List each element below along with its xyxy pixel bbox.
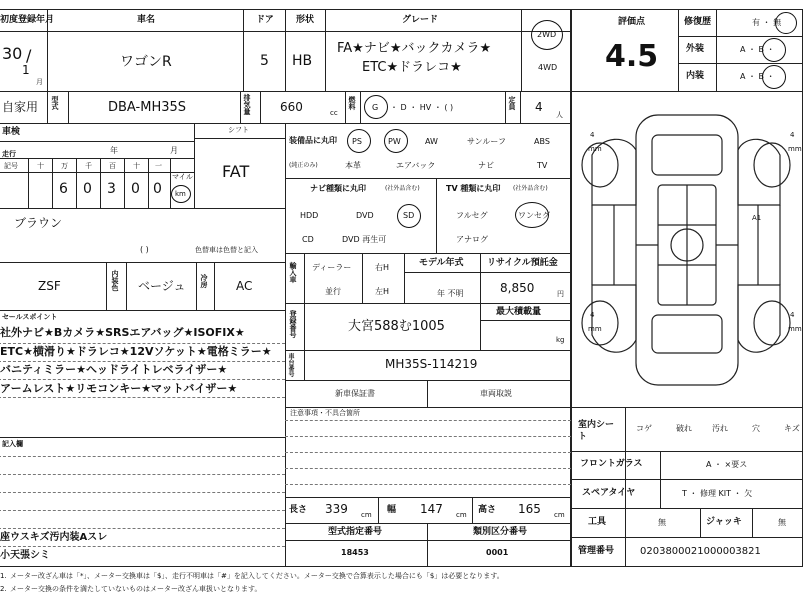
diagram-mark: 4 xyxy=(590,131,595,139)
fuel-label: 燃料 xyxy=(348,96,356,110)
remarks-label: 記入欄 xyxy=(2,440,23,448)
reg-number: 大宮588む1005 xyxy=(348,319,445,334)
equipment-item: AW xyxy=(425,137,438,146)
first-reg-month: 1 xyxy=(22,63,30,77)
mileage-unit: 万 xyxy=(61,162,68,170)
mileage-unit: 十 xyxy=(133,162,140,170)
repair-history-label: 修復歴 xyxy=(684,17,712,27)
height-value: 165 xyxy=(518,502,541,516)
mileage-digit: 0 xyxy=(153,181,162,197)
model-year-value: 年 不明 xyxy=(437,289,464,298)
navi-type: DVD 再生可 xyxy=(342,235,387,244)
recycle-unit: 円 xyxy=(557,290,564,298)
exterior-b-circle xyxy=(762,38,786,62)
car-name-label: 車名 xyxy=(137,15,156,25)
interior-color: ベージュ xyxy=(138,279,186,293)
grade-label: グレード xyxy=(402,15,439,25)
selling-point-line: ETC★横滑り★ドラレコ★12Vソケット★電格ミラー★ xyxy=(0,345,272,358)
new-car-warranty: 新車保証書 xyxy=(335,389,375,398)
equipment-item: TV xyxy=(537,161,548,170)
navi-type: SD xyxy=(403,211,415,220)
sheet-item: キズ xyxy=(784,424,800,433)
equipment-item: エアバック xyxy=(396,161,436,170)
diagram-mark: mm xyxy=(788,145,802,153)
selling-points-label: セールスポイント xyxy=(2,313,58,321)
first-reg-label: 初度登録年月 xyxy=(0,15,55,25)
mileage-digit: 6 xyxy=(59,181,68,197)
tools-label: 工具 xyxy=(588,517,607,527)
footer-note-prefix: 1. xyxy=(0,572,7,580)
mileage-digit: 3 xyxy=(107,181,116,197)
interior-sheet-label: 室内シート xyxy=(578,420,615,442)
exterior-value: A ・ B ・ xyxy=(740,45,775,54)
remark-line: 小天張シミ xyxy=(0,550,50,561)
inspection-label: 車検 xyxy=(2,127,21,137)
displacement-label: 排気量 xyxy=(243,94,251,115)
evaluation-score: 4.5 xyxy=(605,39,659,74)
grade-line-1: FA★ナビ★バックカメラ★ xyxy=(337,41,492,56)
management-number: 0203800021000003821 xyxy=(640,546,761,557)
equipment-subtitle: (純正のみ) xyxy=(289,162,318,169)
ac-value: AC xyxy=(236,279,253,293)
selling-point-line: アームレスト★リモコンキー★マットバイザー★ xyxy=(0,382,238,395)
shape-label: 形状 xyxy=(296,15,315,25)
interior-value: A ・ B ・ xyxy=(740,72,775,81)
mileage-unit: 十 xyxy=(37,162,44,170)
footer-note-2: メーター交換の条件を満たしていないものはメーター改ざん車扱いとなります。 xyxy=(10,585,262,593)
reg-number-label: 登録番号 xyxy=(289,310,297,338)
spare-tire-value: T ・ 修理 KIT ・ 欠 xyxy=(682,489,753,498)
displacement: 660 xyxy=(280,100,303,114)
body-color: ブラウン xyxy=(14,216,63,230)
equipment-item: PS xyxy=(352,137,362,146)
mileage-label: 走行 xyxy=(2,150,16,158)
import-label: 輸入車 xyxy=(289,262,297,283)
drive-4wd: 4WD xyxy=(538,63,558,72)
ac-label: 冷房 xyxy=(200,274,208,288)
footer-note-prefix: 2. xyxy=(0,585,7,593)
diagram-mark: 4 xyxy=(790,311,795,319)
mileage-km: km xyxy=(175,190,186,198)
inspection-year-unit: 年 xyxy=(110,146,118,155)
mileage-digit: 0 xyxy=(131,181,140,197)
jack-label: ジャッキ xyxy=(706,517,742,527)
body-shape: HB xyxy=(292,53,313,69)
type-num-label: 型式指定番号 xyxy=(328,527,383,537)
chassis-number: MH35S-114219 xyxy=(385,357,478,371)
type-num: 18453 xyxy=(341,548,369,557)
equipment-item: ナビ xyxy=(478,161,494,170)
diagram-mark: mm xyxy=(588,325,602,333)
mileage-unit: 百 xyxy=(109,162,116,170)
shift-value: FAT xyxy=(222,162,250,181)
capacity-label: 定員 xyxy=(508,96,516,110)
navi-label: ナビ種類に丸印 xyxy=(310,184,366,193)
recycle-label: リサイクル預託金 xyxy=(487,258,558,268)
car-damage-diagram xyxy=(572,95,800,405)
import-left-h: 左H xyxy=(375,287,390,296)
tire-front-right xyxy=(754,143,790,187)
remark-line: 座ウスキズ汚内装Aスレ xyxy=(0,532,108,543)
selling-point-line: バニティミラー★ヘッドライトレベライザー★ xyxy=(0,363,228,376)
footer-note-1: メーター改ざん車は「*」、メーター交換車は「$」、走行不明車は「#」を記入してください。メーター交換で合算表示した場合にも「$」は必要となります。 xyxy=(10,572,504,580)
mileage-unit: 千 xyxy=(85,162,92,170)
shift-label: シフト xyxy=(228,126,249,134)
first-reg-year: 30 xyxy=(2,44,23,63)
mileage-digit: 0 xyxy=(83,181,92,197)
tools-value: 無 xyxy=(658,518,666,527)
tv-type: ワンセグ xyxy=(518,211,550,220)
color-paren: ( ) xyxy=(140,245,149,254)
repair-none-circle xyxy=(775,12,797,34)
first-reg-month-unit: 月 xyxy=(36,78,43,86)
windshield-label: フロントガラス xyxy=(580,459,643,469)
usage-type: 自家用 xyxy=(2,100,39,114)
equipment-title: 装備品に丸印 xyxy=(289,136,337,145)
equipment-item: ABS xyxy=(534,137,550,146)
fuel-options: ・ D ・ HV ・ ( ) xyxy=(390,103,454,112)
jack-value: 無 xyxy=(778,518,786,527)
length-unit: cm xyxy=(361,511,372,519)
tv-type: アナログ xyxy=(456,235,488,244)
import-parallel: 並行 xyxy=(325,287,341,296)
inspection-month-unit: 月 xyxy=(170,146,178,155)
mileage-mile: マイル xyxy=(172,173,193,181)
spare-tire-label: スペアタイヤ xyxy=(582,488,636,498)
width-unit: cm xyxy=(456,511,467,519)
capacity: 4 xyxy=(535,100,543,114)
equipment-item: 本革 xyxy=(345,161,361,170)
sheet-item: 穴 xyxy=(752,424,760,433)
equipment-item: サンルーフ xyxy=(467,137,506,146)
car-name: ワゴンR xyxy=(120,54,172,70)
color-change-note: 色替車は色替と記入 xyxy=(195,246,258,254)
tv-type: フルセグ xyxy=(456,211,488,220)
model-label: 型式 xyxy=(51,96,59,110)
interior-label: 内装 xyxy=(686,71,705,81)
windshield-value: A ・ ×要ス xyxy=(706,460,748,469)
repair-history-value: 有 ・ 無 xyxy=(752,18,782,27)
exterior-label: 外装 xyxy=(686,44,705,54)
width-value: 147 xyxy=(420,502,443,516)
door-label: ドア xyxy=(256,15,274,25)
diagram-mark: mm xyxy=(588,145,602,153)
chassis-label: 車台番号 xyxy=(287,353,294,377)
interior-b-circle xyxy=(762,65,786,89)
management-number-label: 管理番号 xyxy=(578,546,615,556)
height-unit: cm xyxy=(554,511,565,519)
displacement-unit: cc xyxy=(330,109,338,117)
sheet-item: 汚れ xyxy=(712,424,728,433)
tire-rear-right xyxy=(754,301,790,345)
tire-rear-left xyxy=(582,301,618,345)
sheet-item: 破れ xyxy=(676,424,692,433)
diagram-mark: mm xyxy=(788,325,802,333)
width-label: 幅 xyxy=(387,505,397,515)
equipment-item: PW xyxy=(388,137,401,146)
navi-note: (社外品含む) xyxy=(385,185,420,192)
diagram-mark: A1 xyxy=(752,214,762,222)
capacity-unit: 人 xyxy=(556,111,563,119)
diagram-mark: 4 xyxy=(790,131,795,139)
height-label: 高さ xyxy=(478,505,497,515)
interior-color-label: 内装色 xyxy=(111,270,119,291)
grade-line-2: ETC★ドラレコ★ xyxy=(362,60,462,75)
navi-type: HDD xyxy=(300,211,319,220)
tv-label: TV 種類に丸印 xyxy=(446,184,501,193)
length-label: 長さ xyxy=(289,505,308,515)
diagram-mark: 4 xyxy=(590,311,595,319)
import-dealer: ディーラー xyxy=(312,263,352,272)
navi-type: DVD xyxy=(356,211,374,220)
door-count: 5 xyxy=(260,53,269,69)
navi-type: CD xyxy=(302,235,314,244)
score-label: 評価点 xyxy=(618,17,646,27)
first-reg-slash: / xyxy=(26,46,32,65)
mileage-symbol-label: 記号 xyxy=(4,162,18,170)
model-year-label: モデル年式 xyxy=(419,258,464,268)
class-num: 0001 xyxy=(486,548,509,557)
drive-2wd: 2WD xyxy=(537,30,557,39)
mileage-unit: 一 xyxy=(155,162,162,170)
length-value: 339 xyxy=(325,502,348,516)
recycle-value: 8,850 xyxy=(500,281,535,295)
color-code: ZSF xyxy=(38,279,61,293)
model-code: DBA-MH35S xyxy=(108,100,187,115)
max-load-label: 最大積載量 xyxy=(496,307,542,317)
vehicle-manual: 車両取説 xyxy=(480,389,512,398)
notes-label: 注意事項・不具合箇所 xyxy=(290,409,360,417)
max-load-unit: kg xyxy=(556,336,565,344)
fuel-g: G xyxy=(372,103,379,112)
tv-note: (社外品含む) xyxy=(513,185,548,192)
sheet-item: コゲ xyxy=(636,424,652,433)
class-num-label: 類別区分番号 xyxy=(473,527,528,537)
selling-point-line: 社外ナビ★Bカメラ★SRSエアバッグ★ISOFIX★ xyxy=(0,326,245,339)
import-right-h: 右H xyxy=(375,263,390,272)
